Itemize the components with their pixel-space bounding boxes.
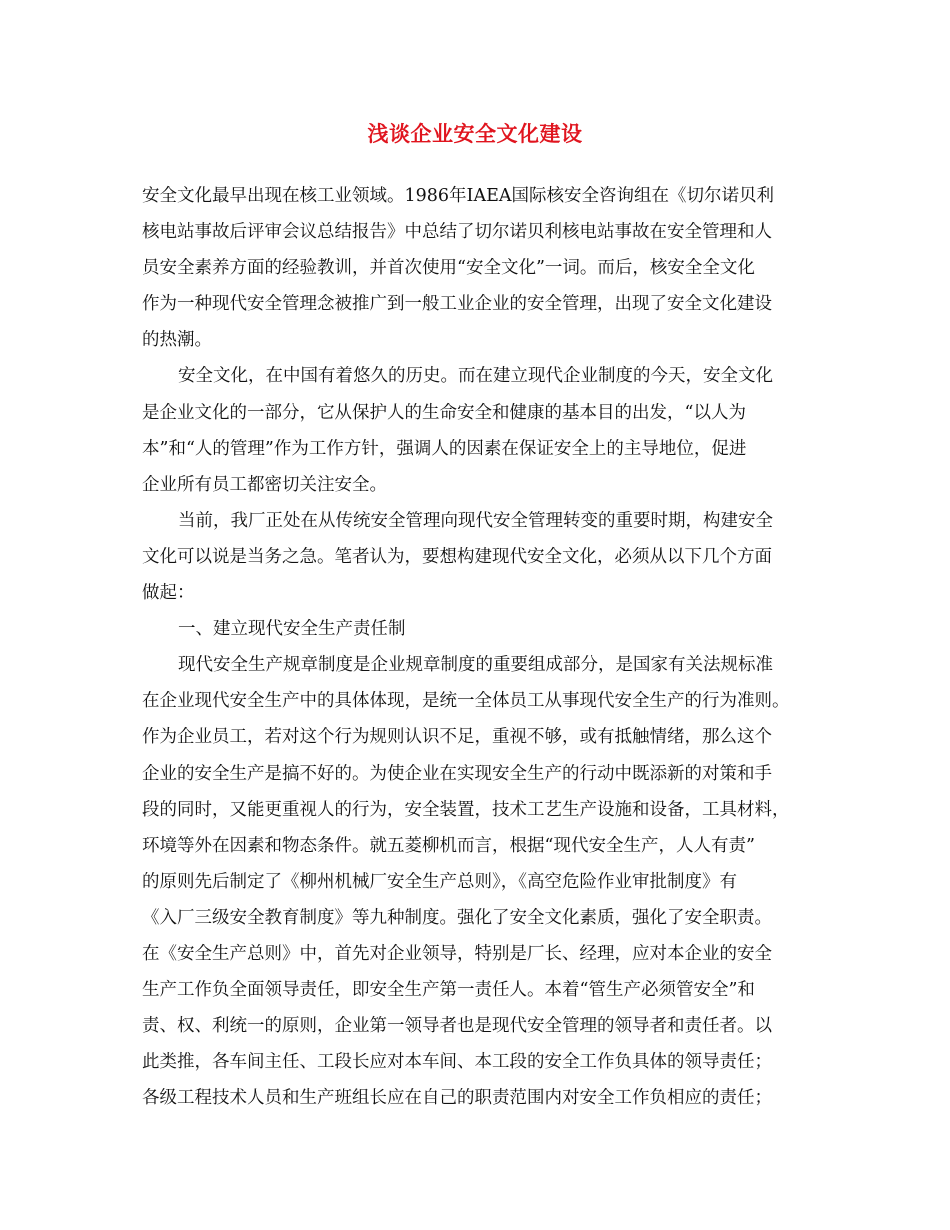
text-line: 《入厂三级安全教育制度》等九种制度。强化了安全文化素质，强化了安全职责。 [142, 907, 772, 928]
article-body [142, 178, 812, 1116]
text-line: 在企业现代安全生产中的具体体现，是统一全体员工从事现代安全生产的行为准则。 [142, 691, 790, 712]
text-line: 在《安全生产总则》中，首先对企业领导，特别是厂长、经理，应对本企业的安全 [142, 943, 772, 964]
text-line: 当前，我厂正处在从传统安全管理向现代安全管理转变的重要时期，构建安全 [178, 510, 773, 531]
text-line: 安全文化，在中国有着悠久的历史。而在建立现代企业制度的今天，安全文化 [178, 366, 773, 387]
text-line: 文化可以说是当务之急。笔者认为，要想构建现代安全文化，必须从以下几个方面 [142, 546, 772, 567]
text-line: 各级工程技术人员和生产班组长应在自己的职责范围内对安全工作负相应的责任； [142, 1088, 772, 1109]
text-line: 核电站事故后评审会议总结报告》中总结了切尔诺贝利核电站事故在安全管理和人 [142, 222, 772, 243]
text-line: 责、权、利统一的原则，企业第一领导者也是现代安全管理的领导者和责任者。以 [142, 1016, 772, 1037]
text-line: 作为一种现代安全管理念被推广到一般工业企业的安全管理，出现了安全文化建设 [142, 294, 772, 315]
text-line: 的热潮。 [142, 330, 212, 351]
text-line: 员安全素养方面的经验教训，并首次使用“安全文化”一词。而后，核安全全文化 [142, 258, 755, 279]
page-title: 浅谈企业安全文化建设 [367, 121, 583, 146]
text-line: 的原则先后制定了《柳州机械厂安全生产总则》，《高空危险作业审批制度》有 [142, 871, 737, 892]
text-line: 现代安全生产规章制度是企业规章制度的重要组成部分，是国家有关法规标准 [178, 655, 773, 676]
text-line: 此类推，各车间主任、工段长应对本车间、本工段的安全工作负具体的领导责任； [142, 1052, 772, 1073]
text-line: 本”和“人的管理”作为工作方针，强调人的因素在保证安全上的主导地位，促进 [142, 438, 747, 459]
text-line: 一、建立现代安全生产责任制 [178, 619, 406, 640]
text-line: 企业所有员工都密切关注安全。 [142, 474, 387, 495]
text-line: 做起： [142, 583, 195, 604]
text-line: 生产工作负全面领导责任，即安全生产第一责任人。本着“管生产必须管安全”和 [142, 980, 755, 1001]
text-line: 作为企业员工，若对这个行为规则认识不足，重视不够，或有抵触情绪，那么这个 [142, 727, 772, 748]
text-line: 是企业文化的一部分，它从保护人的生命安全和健康的基本目的出发，“以人为 [142, 402, 746, 423]
text-line: 段的同时，又能更重视人的行为，安全装置，技术工艺生产设施和设备，工具材料， [142, 799, 790, 820]
text-line: 环境等外在因素和物态条件。就五菱柳机而言，根据“现代安全生产，人人有责” [142, 835, 755, 856]
text-line: 企业的安全生产是搞不好的。为使企业在实现安全生产的行动中既添新的对策和手 [142, 763, 772, 784]
text-line: 安全文化最早出现在核工业领域。1986年IAEA国际核安全咨询组在《切尔诺贝利 [142, 186, 774, 206]
